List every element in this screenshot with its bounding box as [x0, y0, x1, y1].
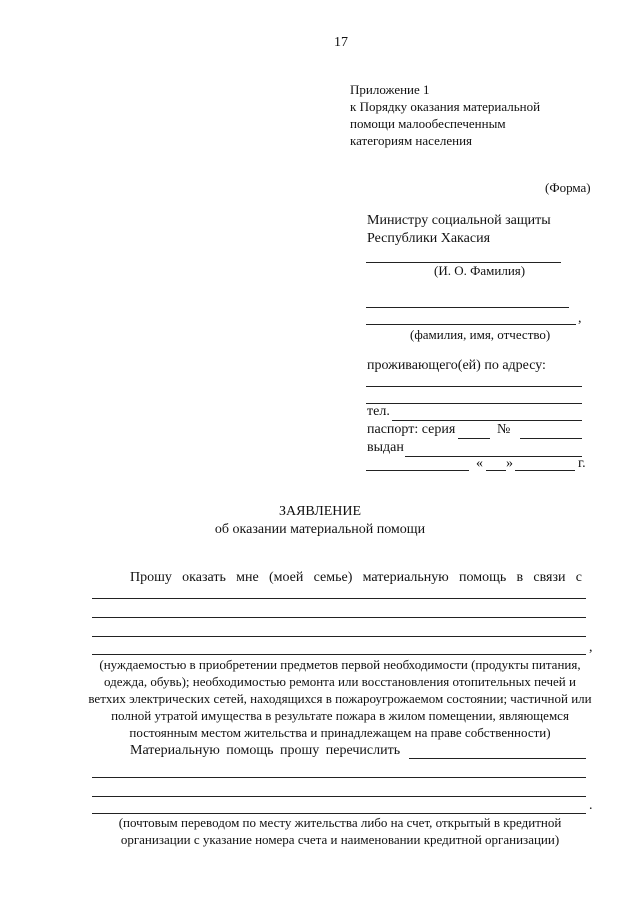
issued-by-line[interactable] [366, 470, 469, 471]
passport-series-line[interactable] [458, 438, 490, 439]
transfer-note-line-2: организации с указание номера счета и наименовании кредитной организации) [120, 832, 560, 847]
request-first-line: Прошу оказать мне (моей семье) материальную помощь в связи с [130, 570, 582, 585]
transfer-line-3[interactable] [92, 813, 586, 814]
request-line-1[interactable] [92, 598, 586, 599]
page-number: 17 [334, 35, 348, 50]
request-line-2[interactable] [92, 617, 586, 618]
addressee-line-1: Министру социальной защиты [367, 213, 551, 228]
date-month-line[interactable] [515, 470, 575, 471]
request-note-line-4: полной утратой имущества в результате пожара в жилом помещении, являющемся [111, 708, 569, 723]
document-subtitle: об оказании материальной помощи [214, 522, 426, 537]
appendix-line-4: категориям населения [350, 133, 473, 148]
passport-series-label: паспорт: серия [367, 422, 456, 437]
request-note-line-2: одежда, обувь); необходимостью ремонта или восстановления отопительных печей и [104, 674, 576, 689]
appendix-line-1: Приложение 1 [350, 82, 430, 97]
request-note-line-5: постоянным местом жительства и принадлежащем на праве собственности) [129, 725, 551, 740]
request-note-line-1: (нуждаемостью в приобретении предметов первой необходимости (продукты питания, [99, 657, 581, 672]
date-close-quote: » [506, 456, 513, 471]
transfer-line-0[interactable] [409, 758, 586, 759]
tel-line[interactable] [392, 420, 582, 421]
address-line-1[interactable] [366, 386, 582, 387]
date-open-quote: « [476, 456, 483, 471]
document-title: ЗАЯВЛЕНИЕ [278, 504, 362, 519]
appendix-line-3: помощи малообеспеченным [350, 116, 506, 131]
address-label: проживающего(ей) по адресу: [367, 358, 546, 373]
request-note-line-3: ветхих электрических сетей, находящихся в пожароугрожаемом состоянии; частичной или [88, 691, 592, 706]
passport-number-line[interactable] [520, 438, 582, 439]
tel-label: тел. [367, 404, 390, 419]
addressee-line-2: Республики Хакасия [367, 231, 491, 246]
request-end-comma: , [589, 640, 593, 655]
transfer-line-2[interactable] [92, 796, 586, 797]
transfer-first-line: Материальную помощь прошу перечислить [130, 743, 401, 758]
date-day-line[interactable] [486, 470, 506, 471]
transfer-end-dot: . [589, 798, 593, 813]
passport-number-sign: № [497, 422, 511, 437]
transfer-line-1[interactable] [92, 777, 586, 778]
year-suffix: г. [578, 456, 586, 471]
address-line-2[interactable] [366, 403, 582, 404]
request-line-4[interactable] [92, 654, 586, 655]
fio-line-1[interactable] [366, 307, 569, 308]
issued-line[interactable] [405, 456, 582, 457]
appendix-line-2: к Порядку оказания материальной [350, 99, 541, 114]
transfer-note-line-1: (почтовым переводом по месту жительства либо на счет, открытый в кредитной [118, 815, 562, 830]
form-label: (Форма) [545, 180, 591, 195]
fio-hint: (фамилия, имя, отчество) [410, 327, 551, 342]
addressee-name-hint: (И. О. Фамилия) [434, 263, 526, 278]
fio-line-2[interactable] [366, 324, 576, 325]
issued-label: выдан [367, 440, 404, 455]
fio-comma: , [578, 311, 582, 326]
request-line-3[interactable] [92, 636, 586, 637]
